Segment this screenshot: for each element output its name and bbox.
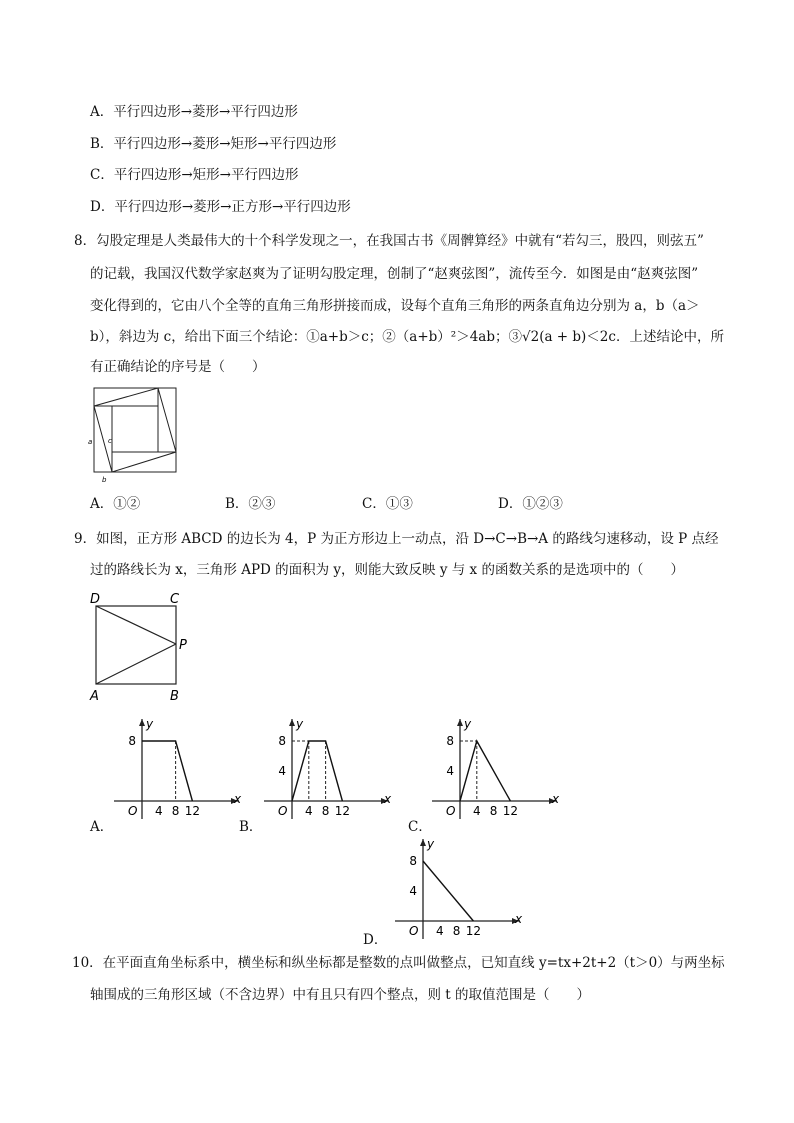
series-line xyxy=(423,861,473,921)
choice-label-b: B． xyxy=(239,819,263,835)
x-axis-label: x xyxy=(515,912,523,926)
q8-text-line3: 变化得到的，它由八个全等的直角三角形拼接而成，设每个直角三角形的两条直角边分别为 a，b（a＞ xyxy=(90,298,700,314)
x-tick-label: 8 xyxy=(452,924,461,938)
x-tick-label: 8 xyxy=(171,804,180,818)
choice-label-a: A． xyxy=(90,819,114,835)
x-axis-label: x xyxy=(234,792,242,806)
x-tick-label: 8 xyxy=(321,804,330,818)
x-tick-label: 4 xyxy=(435,924,444,938)
graph-b xyxy=(262,715,394,821)
x-axis-label: x xyxy=(384,792,392,806)
x-tick-label: 12 xyxy=(465,924,482,938)
y-tick-label: 4 xyxy=(278,764,286,778)
x-tick-label: 4 xyxy=(154,804,163,818)
square-abcd-figure xyxy=(88,588,198,703)
origin-label: O xyxy=(278,804,288,818)
origin-label: O xyxy=(128,804,138,818)
y-tick-label: 8 xyxy=(409,854,417,868)
y-tick-label: 8 xyxy=(278,734,286,748)
origin-label: O xyxy=(409,924,419,938)
q8-option-a: A．①② xyxy=(90,496,141,512)
q9-text-line1: 9．如图，正方形 ABCD 的边长为 4，P 为正方形边上一动点，沿 D→C→B→A 的路线匀速移动，设 P 点经 xyxy=(74,531,719,547)
q8-text-line1: 8．勾股定理是人类最伟大的十个科学发现之一，在我国古书《周髀算经》中就有“若勾三，股四，则弦五” xyxy=(74,233,704,249)
x-tick-label: 4 xyxy=(472,804,481,818)
q8-option-c: C．①③ xyxy=(362,496,413,512)
label-b-vertex: B xyxy=(170,689,179,703)
origin-label: O xyxy=(446,804,456,818)
x-axis-label: x xyxy=(552,792,560,806)
y-tick-label: 8 xyxy=(128,734,136,748)
x-tick-label: 12 xyxy=(184,804,201,818)
x-tick-label: 12 xyxy=(502,804,519,818)
x-tick-label: 8 xyxy=(489,804,498,818)
y-axis-arrow xyxy=(139,719,145,726)
q10-text-line1: 10．在平面直角坐标系中，横坐标和纵坐标都是整数的点叫做整点，已知直线 y=tx+2t+2（t＞0）与两坐标 xyxy=(72,955,725,971)
label-c: c xyxy=(108,437,112,445)
y-tick-label: 4 xyxy=(409,884,417,898)
q8-text-line5: 有正确结论的序号是（ ） xyxy=(90,359,266,375)
q7-option-b: B．平行四边形→菱形→矩形→平行四边形 xyxy=(90,136,337,152)
q7-option-c: C．平行四边形→矩形→平行四边形 xyxy=(90,167,299,183)
q9-text-line2: 过的路线长为 x，三角形 APD 的面积为 y，则能大致反映 y 与 x 的函数关系的是选项中的（ ） xyxy=(90,562,684,578)
y-axis-label: y xyxy=(296,717,304,731)
label-a-vertex: A xyxy=(90,689,99,703)
q7-option-d: D．平行四边形→菱形→正方形→平行四边形 xyxy=(90,199,351,215)
choice-label-d: D． xyxy=(363,932,388,948)
q8-text-line4: b），斜边为 c，给出下面三个结论：①a+b＞c；②（a+b）²＞4ab；③√2(a + b)＜2c．上述结论中，所 xyxy=(90,329,724,345)
y-tick-label: 8 xyxy=(446,734,454,748)
q10-text-line2: 轴围成的三角形区域（不含边界）中有且只有四个整点，则 t 的取值范围是（ ） xyxy=(90,987,591,1003)
label-d: D xyxy=(90,592,101,607)
y-axis-label: y xyxy=(464,717,472,731)
y-axis-arrow xyxy=(420,839,426,846)
label-p: P xyxy=(179,638,187,653)
series-line xyxy=(142,741,192,801)
graph-c xyxy=(430,715,562,821)
graph-a xyxy=(112,715,244,821)
x-tick-label: 12 xyxy=(334,804,351,818)
label-a: a xyxy=(88,438,93,446)
y-axis-arrow xyxy=(289,719,295,726)
q8-option-d: D．①②③ xyxy=(498,496,563,512)
label-c-vertex: C xyxy=(170,592,180,607)
choice-label-c: C． xyxy=(408,819,432,835)
series-line xyxy=(292,741,342,801)
x-tick-label: 4 xyxy=(304,804,313,818)
y-axis-arrow xyxy=(457,719,463,726)
graph-d xyxy=(393,835,525,941)
q8-option-b: B．②③ xyxy=(225,496,276,512)
q8-text-line2: 的记载，我国汉代数学家赵爽为了证明勾股定理，创制了“赵爽弦图”，流传至今．如图是由“赵爽弦图” xyxy=(90,266,699,282)
y-tick-label: 4 xyxy=(446,764,454,778)
y-axis-label: y xyxy=(427,837,435,851)
series-line xyxy=(460,741,510,801)
y-axis-label: y xyxy=(146,717,154,731)
label-b: b xyxy=(102,476,107,484)
q7-option-a: A．平行四边形→菱形→平行四边形 xyxy=(90,104,298,120)
zhao-shuang-figure xyxy=(88,386,180,486)
